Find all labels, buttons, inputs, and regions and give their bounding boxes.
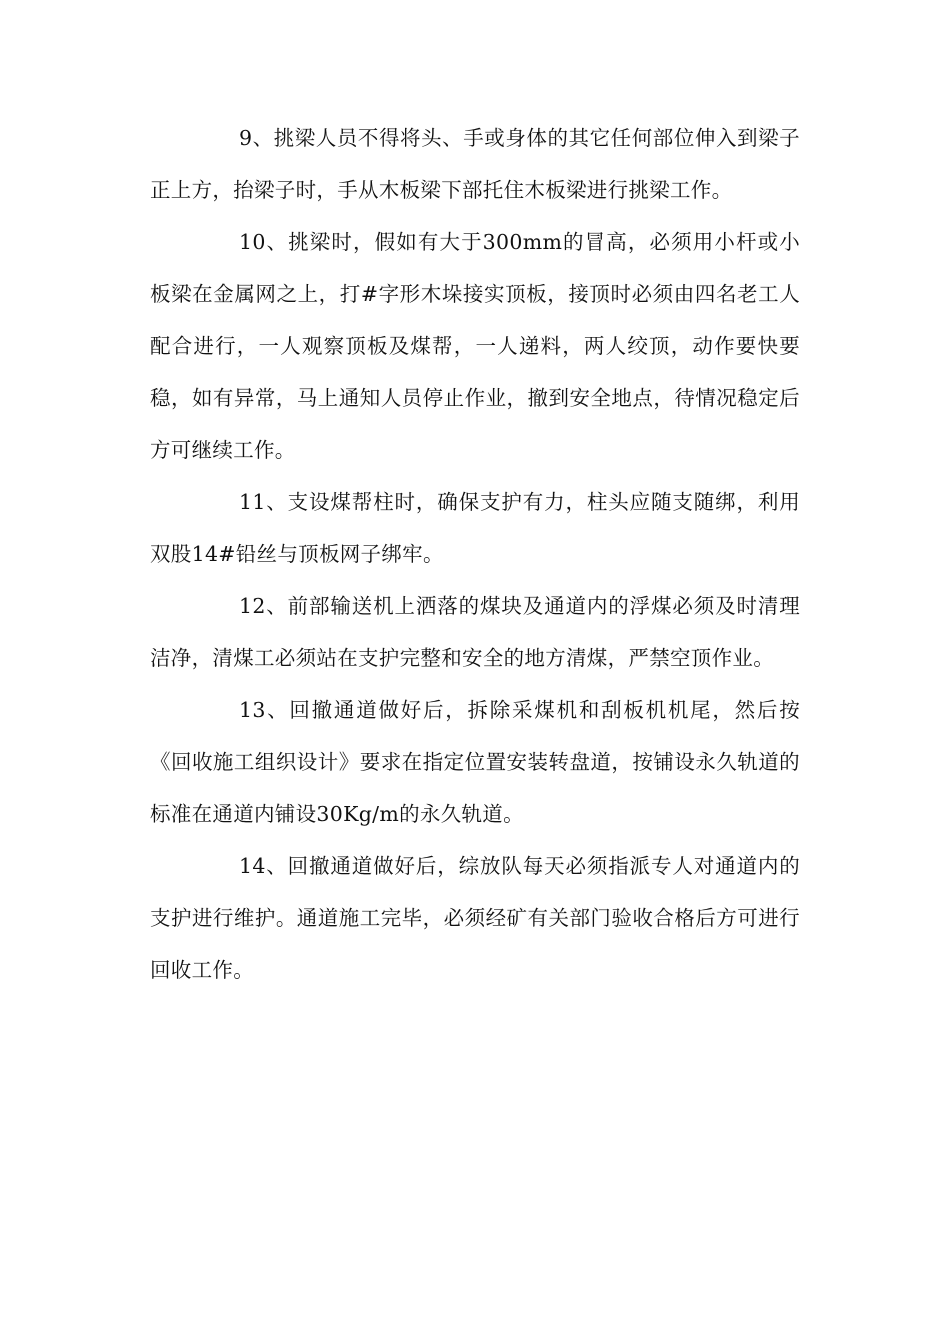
paragraph-item-14: 14、回撤通道做好后，综放队每天必须指派专人对通道内的支护进行维护。通道施工完毕，必须经矿有关部门验收合格后方可进行回收工作。 <box>150 854 800 982</box>
paragraph-item-10: 10、挑梁时，假如有大于300mm的冒高，必须用小杆或小板梁在金属网之上，打#字形木垛接实顶板，接顶时必须由四名老工人配合进行，一人观察顶板及煤帮，一人递料，两人绞顶，动作要快要稳，如有异常，马上通知人员停止作业，撤到安全地点，待情况稳定后方可继续工作。 <box>150 230 800 462</box>
paragraph-item-13: 13、回撤通道做好后，拆除采煤机和刮板机机尾，然后按《回收施工组织设计》要求在指定位置安装转盘道，按铺设永久轨道的标准在通道内铺设30Kg/m的永久轨道。 <box>150 698 800 826</box>
paragraph-item-12: 12、前部输送机上洒落的煤块及通道内的浮煤必须及时清理洁净，清煤工必须站在支护完整和安全的地方清煤，严禁空顶作业。 <box>150 594 800 670</box>
paragraph-item-9: 9、挑梁人员不得将头、手或身体的其它任何部位伸入到梁子正上方，抬梁子时，手从木板梁下部托住木板梁进行挑梁工作。 <box>150 126 800 202</box>
document-body <box>150 112 800 996</box>
paragraph-item-11: 11、支设煤帮柱时，确保支护有力，柱头应随支随绑，利用双股14#铅丝与顶板网子绑牢。 <box>150 490 800 566</box>
